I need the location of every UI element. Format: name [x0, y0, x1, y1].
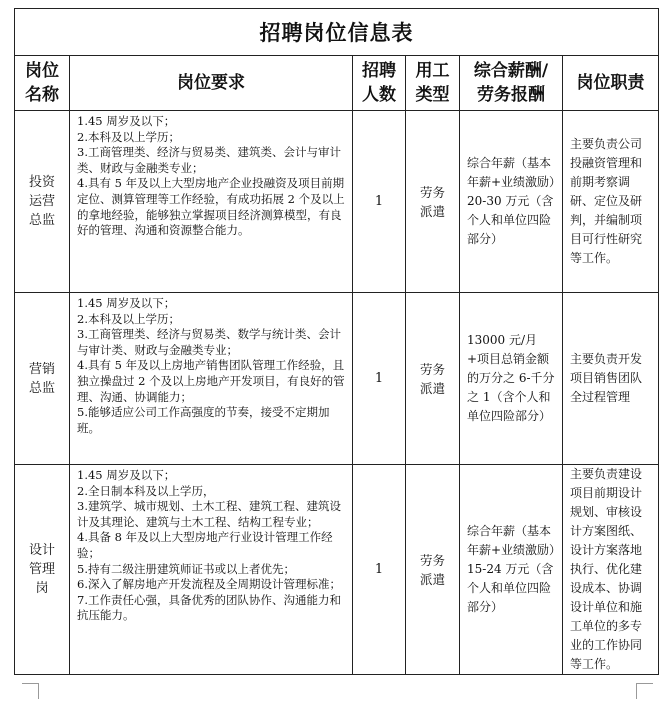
table-row	[15, 465, 659, 675]
table-row	[15, 111, 659, 293]
header-row	[15, 56, 659, 111]
requirement-item: 4.具有 5 年及以上大型房地产企业投融资及项目前期定位、测算管理等工作经验，有成功拓展 2 个及以上的拿地经验，能够独立掌握项目经济测算模型，有良好的管理、沟通和资源整合能力。	[77, 176, 345, 238]
headcount-value: 1	[353, 465, 406, 675]
salary-text: 13000 元/月+项目总销金额的万分之 6-千分之 1（含个人和单位四险部分）	[460, 293, 563, 465]
position-requirements	[70, 111, 353, 293]
table-title: 招聘岗位信息表	[15, 9, 659, 56]
position-name: 投资 运营 总监	[15, 111, 70, 293]
position-name: 营销 总监	[15, 293, 70, 465]
recruitment-table	[14, 8, 659, 675]
duties-text: 主要负责公司投融资管理和前期考察调研、定位及研判，并编制项目可行性研究等工作。	[563, 111, 659, 293]
requirement-item: 2.本科及以上学历；	[77, 311, 180, 326]
duties-text: 主要负责建设项目前期设计规划、审核设计方案图纸、设计方案落地执行、优化建设成本、协调设计单位和施工单位的多专业的工作协同等工作。	[563, 465, 659, 675]
requirement-item: 1.45 周岁及以下；	[77, 296, 176, 310]
headcount-value: 1	[353, 111, 406, 293]
position-name: 设计 管理 岗	[15, 465, 70, 675]
requirement-item: 3.工商管理类、经济与贸易类、数学与统计类、会计与审计类、财政与金融类专业；	[77, 327, 341, 357]
requirement-item: 5.能够适应公司工作高强度的节奏，接受不定期加班。	[77, 405, 330, 435]
page-corner-mark-left	[22, 683, 39, 699]
requirement-item: 2.本科及以上学历；	[77, 129, 180, 144]
requirement-item: 4.具备 8 年及以上大型房地产行业设计管理工作经验；	[77, 530, 333, 560]
salary-text: 综合年薪（基本年薪+业绩激励）15-24 万元（含个人和单位四险部分）	[460, 465, 563, 675]
requirement-item: 4.具有 5 年及以上房地产销售团队管理工作经验，且独立操盘过 2 个及以上房地产开发项目，有良好的管理、沟通、协调能力；	[77, 358, 345, 404]
requirement-item: 6.深入了解房地产开发流程及全周期设计管理标准；	[77, 577, 341, 592]
page-corner-mark-right	[636, 683, 653, 699]
header-duties: 岗位职责	[563, 56, 659, 111]
header-headcount: 招聘 人数	[353, 56, 406, 111]
title-row	[15, 9, 659, 56]
header-requirements: 岗位要求	[70, 56, 353, 111]
header-employment-type: 用工 类型	[406, 56, 460, 111]
employment-type: 劳务 派遣	[406, 465, 460, 675]
header-position-name: 岗位 名称	[15, 56, 70, 111]
employment-type: 劳务 派遣	[406, 111, 460, 293]
page-corner-mark-right-h	[637, 683, 653, 684]
header-salary: 综合薪酬/ 劳务报酬	[460, 56, 563, 111]
requirement-item: 1.45 周岁及以下；	[77, 468, 176, 482]
headcount-value: 1	[353, 293, 406, 465]
page-corner-mark-left-h	[22, 683, 38, 684]
requirement-item: 5.持有二级注册建筑师证书或以上者优先；	[77, 561, 295, 576]
requirement-item: 3.工商管理类、经济与贸易类、建筑类、会计与审计类、财政与金融类专业；	[77, 145, 341, 175]
requirement-item: 3.建筑学、城市规划、土木工程、建筑工程、建筑设计及其理论、建筑与土木工程、结构工程专业；	[77, 499, 341, 529]
salary-text: 综合年薪（基本年薪+业绩激励）20-30 万元（含个人和单位四险部分）	[460, 111, 563, 293]
table-row	[15, 293, 659, 465]
employment-type: 劳务 派遣	[406, 293, 460, 465]
requirement-item: 2.全日制本科及以上学历，	[77, 483, 215, 498]
position-requirements	[70, 465, 353, 675]
requirement-item: 1.45 周岁及以下；	[77, 114, 176, 128]
position-requirements	[70, 293, 353, 465]
requirement-item: 7.工作责任心强，具备优秀的团队协作、沟通能力和抗压能力。	[77, 592, 341, 623]
duties-text: 主要负责开发项目销售团队全过程管理	[563, 293, 659, 465]
